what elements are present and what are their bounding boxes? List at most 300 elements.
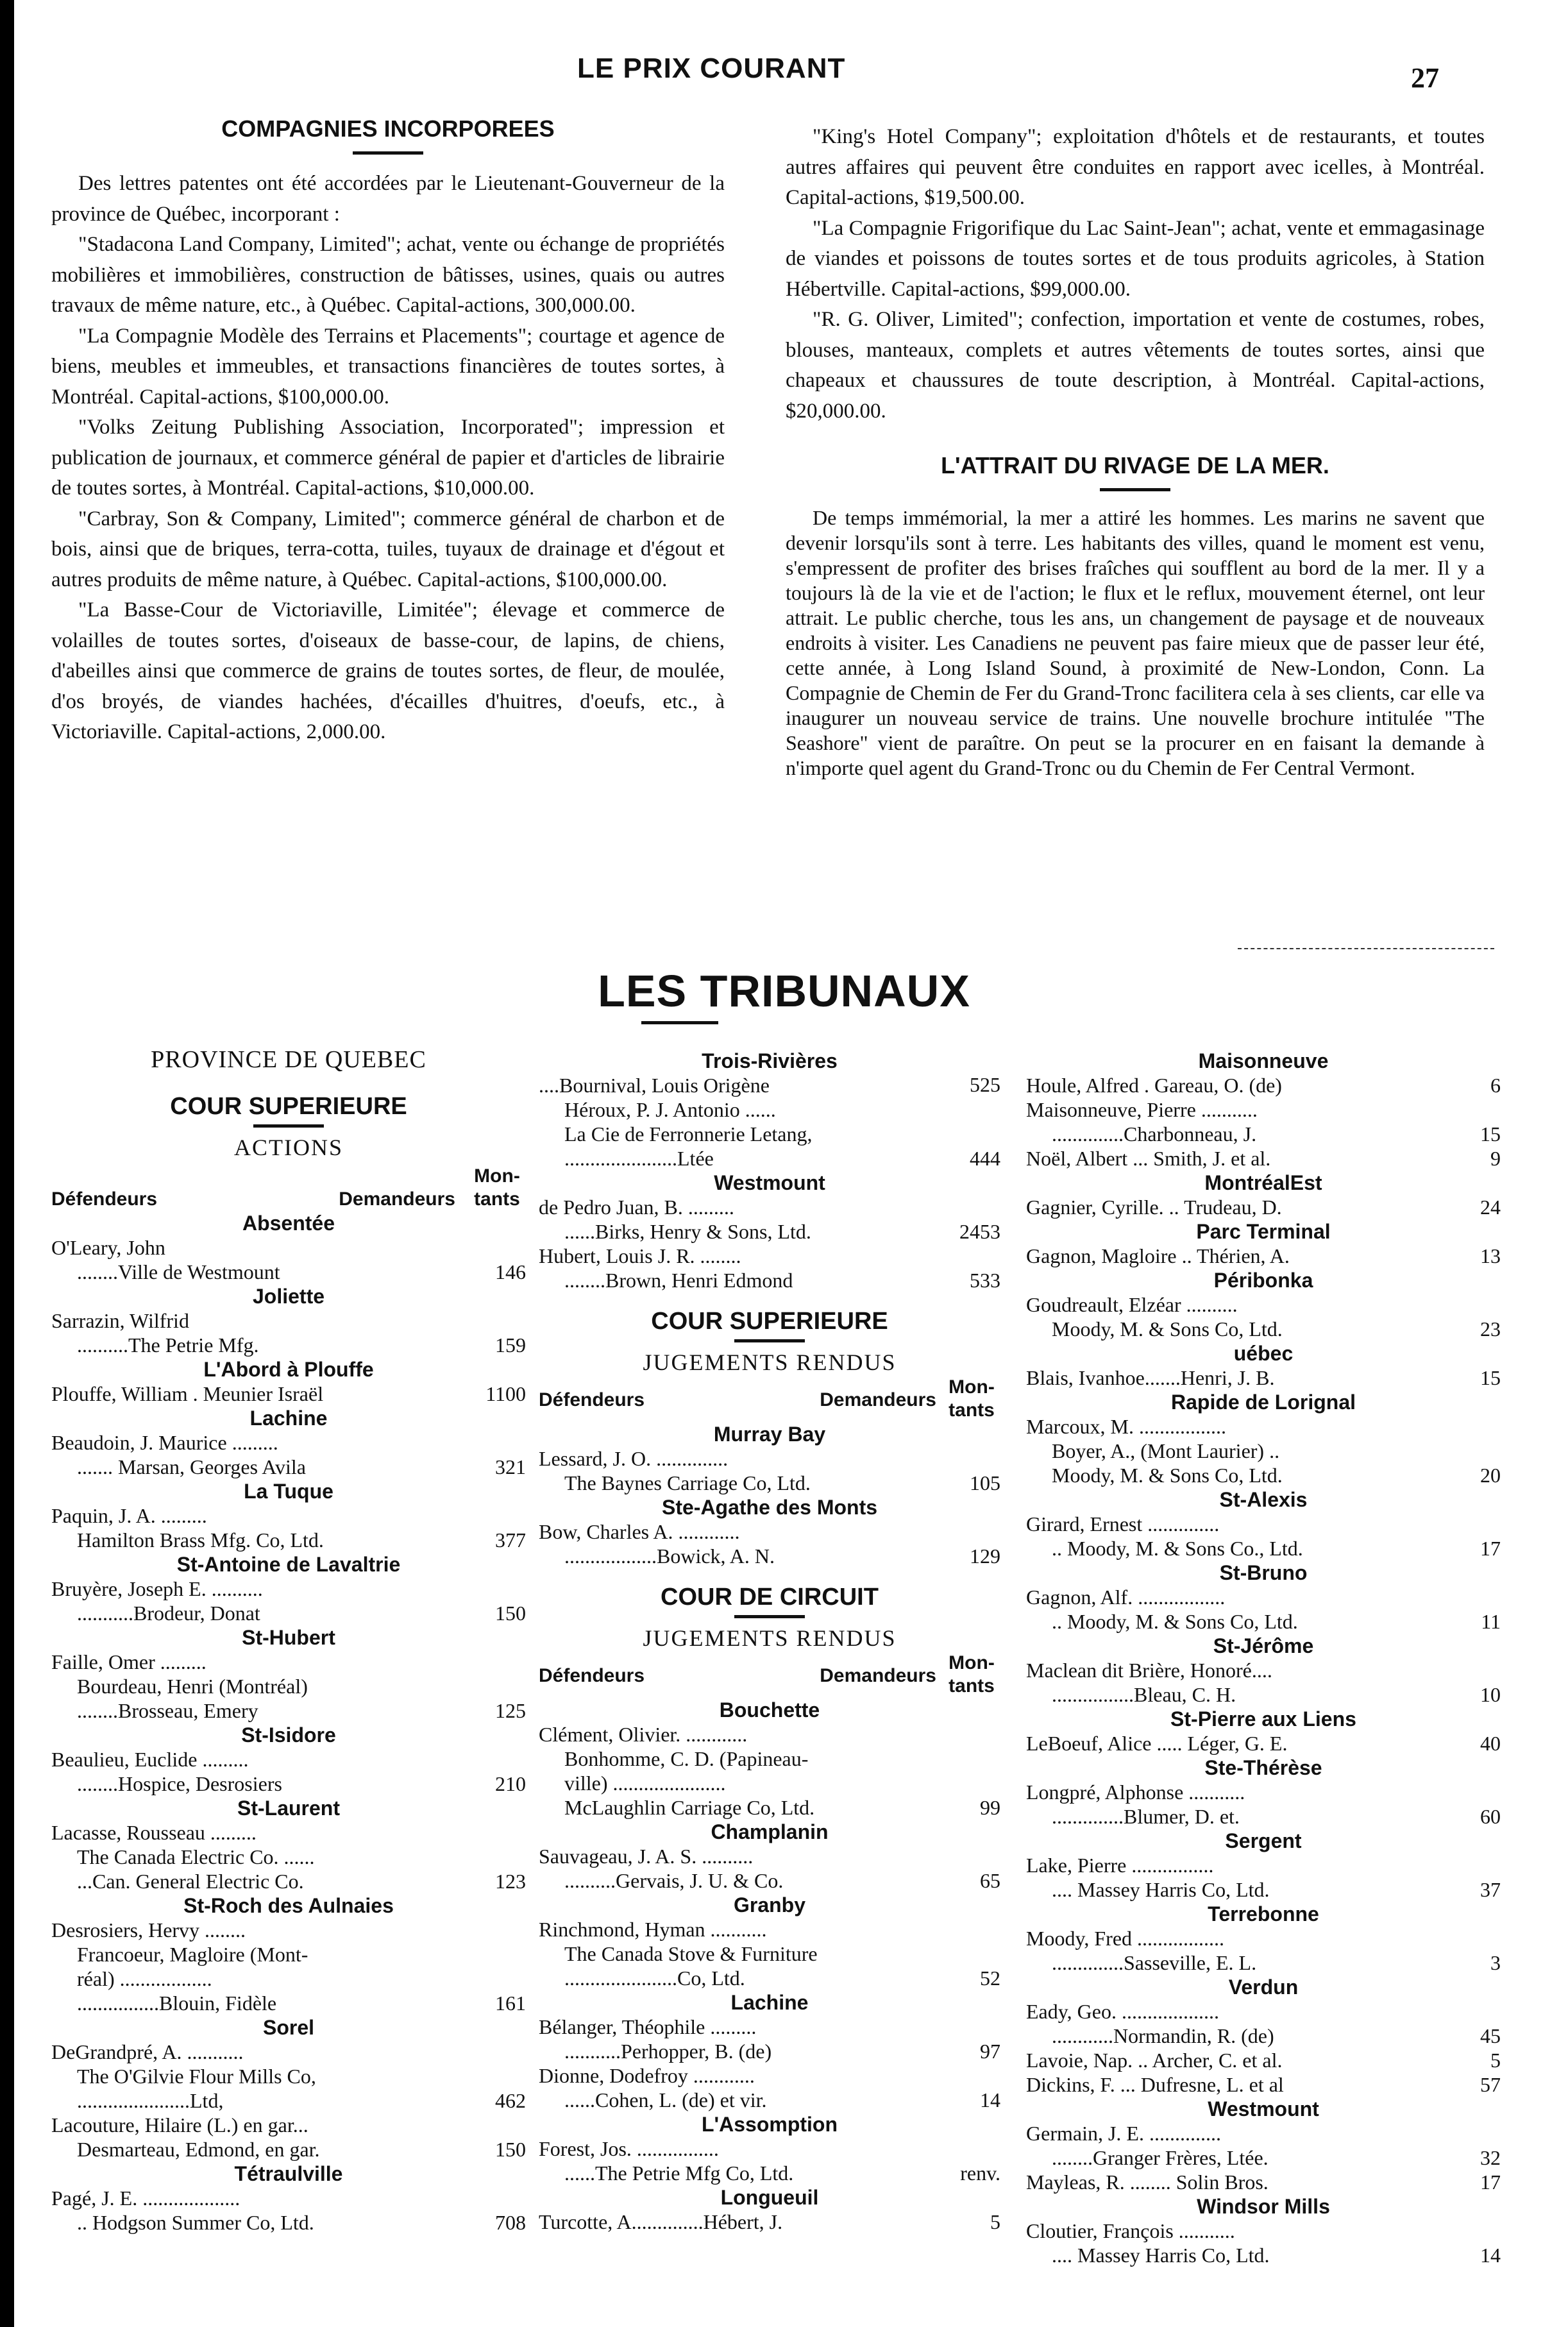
tribunaux-col-3 (1026, 1049, 1501, 2267)
company-paragraph: "R. G. Oliver, Limited"; confection, importation et vente de costumes, robes, blouses, manteaux, complets et autres vêtements de toutes sortes, ainsi que chapeaux et chaussures de toute description, à Montréal. Capital-actions, $20,000.00. (786, 308, 1485, 423)
case-entry (51, 2186, 526, 2235)
case-amount: 210 (495, 1772, 526, 1795)
case-line: .... Massey Harris Co, Ltd. (1052, 2244, 1270, 2267)
case-line: réal) .................. (77, 1967, 212, 1990)
case-line: Sarrazin, Wilfrid (51, 1309, 189, 1332)
case-line: .. Moody, M. & Sons Co, Ltd. (1052, 1610, 1298, 1633)
case-line: ......Cohen, L. (de) et vir. (564, 2088, 767, 2111)
case-line: Longpré, Alphonse ........... (1026, 1781, 1245, 1804)
case-lines (1026, 1292, 1456, 1341)
case-entry (1026, 1999, 1501, 2048)
case-entry (1026, 1292, 1501, 1341)
case-line: Maclean dit Brière, Honoré.... (1026, 1659, 1272, 1682)
case-line: Francoeur, Magloire (Mont- (77, 1943, 308, 1966)
case-line: Gagnier, Cyrille. .. Trudeau, D. (1026, 1196, 1282, 1219)
case-entry (1026, 1780, 1501, 1829)
case-lines (539, 1195, 956, 1244)
case-line: ..........The Petrie Mfg. (77, 1333, 259, 1357)
case-amount: 23 (1480, 1317, 1501, 1341)
case-line: The Canada Electric Co. ...... (77, 1845, 315, 1868)
case-amount: 99 (980, 1796, 1000, 1819)
location-heading: Westmount (1208, 2097, 1319, 2120)
header-demandeurs: Demandeurs (339, 1189, 455, 1210)
case-entry (1026, 1658, 1501, 1707)
case-line: ......................Ltd, (77, 2089, 224, 2112)
case-line: Pagé, J. E. ................... (51, 2187, 240, 2210)
case-line: ...Can. General Electric Co. (77, 1870, 304, 1893)
case-entry (1026, 1731, 1501, 1756)
case-lines (1026, 2170, 1456, 2194)
company-paragraph: "La Compagnie Frigorifique du Lac Saint-Jean"; achat, vente et emmagasinage de viandes et poissons de toutes sortes et de tous produits agricoles, à Station Hébertville. Capital-actions, $99,000.00. (786, 216, 1485, 301)
case-entry (51, 1747, 526, 1796)
case-entry (1026, 1097, 1501, 1146)
case-lines (51, 1430, 481, 1479)
case-line: ..............Blumer, D. et. (1052, 1805, 1240, 1828)
case-amount: 37 (1480, 1878, 1501, 1901)
case-entry (539, 1844, 1000, 1893)
header-demandeurs: Demandeurs (820, 1389, 936, 1410)
case-lines (51, 1503, 481, 1552)
case-line: Bourdeau, Henri (Montréal) (77, 1675, 308, 1698)
case-lines (1026, 1512, 1456, 1561)
case-amount: 15 (1480, 1122, 1501, 1146)
location-heading: Champlanin (711, 1820, 829, 1843)
case-amount: 525 (970, 1073, 1000, 1096)
location-heading: St-Roch des Aulnaies (183, 1894, 394, 1917)
case-line: Dickins, F. ... Dufresne, L. et al (1026, 2073, 1284, 2096)
running-header: LE PRIX COURANT (577, 53, 846, 84)
case-line: ..................Bowick, A. N. (564, 1544, 775, 1568)
company-paragraph: "Carbray, Son & Company, Limited"; commerce général de charbon et de bois, ainsi que de briques, terra-cotta, tuiles, tuyaux de drainage et d'égout et autres produits de même nature, à Québec. Capital-actions, $100,000.00. (51, 507, 725, 591)
location-heading: Verdun (1228, 1976, 1299, 1999)
case-lines (539, 1917, 956, 1990)
case-amount: 52 (980, 1967, 1000, 1990)
case-amount: 57 (1480, 2073, 1501, 2096)
case-entry (1026, 2170, 1501, 2194)
case-line: Germain, J. E. .............. (1026, 2122, 1221, 2145)
case-line: The Baynes Carriage Co, Ltd. (564, 1471, 811, 1494)
case-line: ville) ...................... (564, 1772, 726, 1795)
case-line: .... Massey Harris Co, Ltd. (1052, 1878, 1270, 1901)
case-line: Mayleas, R. ........ Solin Bros. (1026, 2170, 1269, 2194)
case-lines (1026, 2121, 1456, 2170)
location-heading: uébec (1233, 1342, 1294, 1365)
case-lines (539, 1446, 956, 1495)
case-lines (1026, 1097, 1456, 1146)
case-entry (1026, 1073, 1501, 1097)
case-line: ......................Ltée (564, 1147, 714, 1170)
company-paragraph: "La Basse-Cour de Victoriaville, Limitée"; élevage et commerce de volailles de toutes sortes, d'oiseaux de basse-cour, de lapins, de chiens, d'abeilles ainsi que commerce de grains de toutes sortes, de fleur, de moulée, d'os broyés, de viandes hachées, d'écailles d'huitres, d'oeufs, etc., à Victoriaville. Capital-actions, 2,000.00. (51, 598, 725, 743)
case-entry (539, 2015, 1000, 2063)
case-line: ..............Sasseville, E. L. (1052, 1951, 1257, 1974)
case-amount: 161 (495, 1992, 526, 2015)
location-heading: Longueuil (720, 2186, 819, 2209)
case-amount: 321 (495, 1455, 526, 1478)
case-line: Lessard, J. O. .............. (539, 1447, 729, 1470)
case-line: Desrosiers, Hervy ........ (51, 1918, 246, 1942)
case-entry (1026, 1244, 1501, 1268)
case-line: Rinchmond, Hyman ........... (539, 1918, 767, 1941)
jugements-heading: JUGEMENTS RENDUS (643, 1350, 897, 1375)
actions-heading: ACTIONS (233, 1135, 343, 1160)
case-line: Forest, Jos. ................ (539, 2137, 719, 2160)
case-line: ......................Co, Ltd. (564, 1967, 745, 1990)
case-line: ....... Marsan, Georges Avila (77, 1455, 306, 1478)
case-amount: 1100 (485, 1382, 526, 1405)
attrait-text: De temps immémorial, la mer a attiré les hommes. Les marins ne savent que devenir lorsqu'ils sont à terre. Les habitants des villes, quand le moment est venu, s'empressent de profiter des brises fraîches qui soufflent au bord de la mer. Il y a toujours là de la vie et de l'action; le flux et le reflux, mouvement éternel, ont leur attrait. Le public cherche, tous les ans, un changement de paysage et de nouveaux endroits à visiter. Les Canadiens ne peuvent pas faire mieux que de passer leur été, cette année, à Long Island Sound, à proximité de New-London, Conn. La Compagnie de Chemin de Fer du Grand-Tronc facilitera cela à ses clients, car elle va inaugurer un nouveau service de trains. Une nouvelle brochure intitulée "The Seashore" vient de paraître. On peut se la procurer en en faisant la demande à n'importe quel agent du Grand-Tronc ou du Chemin de Fer Central Vermont. (786, 506, 1485, 779)
tribunaux-col-2 (539, 1049, 1000, 2234)
case-line: de Pedro Juan, B. ......... (539, 1196, 734, 1219)
case-lines (539, 1519, 956, 1568)
case-line: Lavoie, Nap. .. Archer, C. et al. (1026, 2049, 1283, 2072)
location-heading: Sergent (1225, 1829, 1302, 1852)
case-entry (539, 1195, 1000, 1244)
case-lines (1026, 1585, 1456, 1634)
case-entry (1026, 2072, 1501, 2097)
case-line: La Cie de Ferronnerie Letang, (564, 1122, 813, 1146)
case-amount: 15 (1480, 1366, 1501, 1389)
location-heading: Maisonneuve (1198, 1049, 1329, 1072)
case-line: Maisonneuve, Pierre ........... (1026, 1098, 1258, 1121)
case-lines (1026, 2048, 1456, 2072)
case-line: Paquin, J. A. ......... (51, 1504, 207, 1527)
case-entry (1026, 1585, 1501, 1634)
case-line: ........Brosseau, Emery (77, 1699, 258, 1722)
location-heading: La Tuque (244, 1480, 333, 1503)
company-paragraph: Des lettres patentes ont été accordées par le Lieutenant-Gouverneur de la province de Québec, incorporant : (51, 172, 725, 226)
case-entry (51, 1918, 526, 2015)
case-lines (539, 1844, 956, 1893)
case-amount: 14 (1480, 2244, 1501, 2267)
case-line: Plouffe, William . Meunier Israël (51, 1382, 324, 1405)
case-amount: 14 (980, 2088, 1000, 2111)
heading-rule (253, 1124, 324, 1128)
case-lines (539, 1722, 956, 1820)
case-entry (51, 1235, 526, 1284)
case-entry (51, 1308, 526, 1357)
case-lines (51, 1382, 481, 1406)
case-lines (1026, 2072, 1456, 2097)
case-lines (1026, 1658, 1456, 1707)
case-entry (1026, 1414, 1501, 1487)
case-amount: 97 (980, 2040, 1000, 2063)
case-line: .. Hodgson Summer Co, Ltd. (77, 2211, 314, 2234)
case-entry (1026, 2219, 1501, 2267)
header-montants: Mon- tants (474, 1165, 520, 1210)
case-amount: 3 (1490, 1951, 1501, 1974)
company-paragraph: "King's Hotel Company"; exploitation d'hôtels et de restaurants, et toutes autres affaires qui peuvent être conduites en rapport avec icelles, à Montréal. Capital-actions, $19,500.00. (786, 125, 1485, 209)
case-entry (1026, 1366, 1501, 1390)
location-heading: Ste-Agathe des Monts (661, 1496, 878, 1519)
case-lines (1026, 1073, 1456, 1097)
case-lines (1026, 1366, 1456, 1390)
location-heading: Joliette (252, 1285, 325, 1308)
case-line: Sauvageau, J. A. S. .......... (539, 1845, 754, 1868)
case-entry (51, 1503, 526, 1552)
case-amount: 11 (1481, 1610, 1501, 1633)
case-line: McLaughlin Carriage Co, Ltd. (564, 1796, 815, 1819)
compagnies-column (51, 115, 725, 748)
page-number: 27 (1411, 62, 1439, 94)
case-amount: 533 (970, 1269, 1000, 1292)
case-line: Hubert, Louis J. R. ........ (539, 1244, 741, 1267)
location-heading: St-Jérôme (1213, 1634, 1314, 1657)
case-line: Lacasse, Rousseau ......... (51, 1821, 257, 1844)
compagnies-title: COMPAGNIES INCORPOREES (221, 115, 555, 142)
case-line: The O'Gilvie Flour Mills Co, (77, 2065, 316, 2088)
column-headers (539, 1376, 1000, 1422)
heading-rule (734, 1339, 805, 1342)
case-line: Cloutier, François ........... (1026, 2219, 1235, 2242)
case-entry (1026, 1512, 1501, 1561)
case-line: ...........Brodeur, Donat (77, 1602, 260, 1625)
case-line: ................Bleau, C. H. (1052, 1683, 1236, 1706)
case-amount: 150 (495, 1602, 526, 1625)
case-line: Gagnon, Alf. ................. (1026, 1586, 1226, 1609)
title-rule (641, 1021, 718, 1024)
case-lines (1026, 2219, 1456, 2267)
case-amount: 105 (970, 1471, 1000, 1494)
case-line: Goudreault, Elzéar .......... (1026, 1293, 1238, 1316)
case-line: The Canada Stove & Furniture (564, 1942, 818, 1965)
case-entry (51, 1820, 526, 1893)
case-line: Eady, Geo. ................... (1026, 2000, 1219, 2023)
company-paragraph: "La Compagnie Modèle des Terrains et Placements"; courtage et agence de biens, meubles et immeubles, et transactions financières de toutes sortes, à Montréal. Capital-actions, $100,000.00. (51, 324, 725, 409)
jugements-heading: JUGEMENTS RENDUS (643, 1625, 897, 1651)
case-entry (51, 1382, 526, 1406)
heading-rule (734, 1615, 805, 1618)
case-entry (1026, 2121, 1501, 2170)
location-heading: Terrebonne (1208, 1902, 1319, 1925)
location-heading: L'Abord à Plouffe (203, 1358, 374, 1381)
case-lines (51, 2113, 481, 2162)
case-amount: 5 (990, 2210, 1000, 2233)
tribunaux-title: LES TRIBUNAUX (598, 966, 970, 1016)
case-line: Bow, Charles A. ............ (539, 1520, 740, 1543)
case-amount: 17 (1480, 2170, 1501, 2194)
case-entry (1026, 2048, 1501, 2072)
court-heading: COUR SUPERIEURE (651, 1308, 888, 1335)
location-heading: Westmount (714, 1171, 825, 1194)
case-entry (51, 1577, 526, 1625)
location-heading: MontréalEst (1204, 1171, 1322, 1194)
case-amount: 40 (1480, 1732, 1501, 1755)
case-line: Moody, M. & Sons Co, Ltd. (1052, 1317, 1283, 1341)
company-paragraph: "Volks Zeitung Publishing Association, Incorporated"; impression et publication de journaux, et commerce général de papier et d'articles de librairie de toutes sortes, à Montréal. Capital-actions, $10,000.00. (51, 416, 725, 500)
column-headers (51, 1165, 526, 1211)
case-lines (1026, 1926, 1456, 1975)
location-heading: Trois-Rivières (702, 1049, 838, 1072)
case-amount: 10 (1480, 1683, 1501, 1706)
case-line: ............Normandin, R. (de) (1052, 2024, 1274, 2047)
case-line: Boyer, A., (Mont Laurier) .. (1052, 1439, 1280, 1462)
case-amount: 444 (970, 1147, 1000, 1170)
case-lines (51, 1747, 481, 1796)
location-heading: St-Hubert (242, 1626, 335, 1649)
case-lines (539, 2210, 956, 2234)
case-line: ......The Petrie Mfg Co, Ltd. (564, 2162, 794, 2185)
column-headers (539, 1652, 1000, 1698)
case-line: Faille, Omer ......... (51, 1650, 207, 1673)
location-heading: Tétraulville (234, 2162, 343, 2185)
case-line: ................Blouin, Fidèle (77, 1992, 277, 2015)
location-heading: Absentée (242, 1212, 335, 1235)
court-heading: COUR DE CIRCUIT (661, 1584, 879, 1611)
case-line: Hamilton Brass Mfg. Co, Ltd. (77, 1528, 324, 1552)
case-amount: 377 (495, 1528, 526, 1552)
case-lines (1026, 1780, 1456, 1829)
case-lines (539, 2137, 956, 2185)
case-amount: 45 (1480, 2024, 1501, 2047)
case-lines (539, 1244, 956, 1292)
location-heading: St-Antoine de Lavaltrie (176, 1553, 401, 1576)
title-rule (1100, 488, 1170, 491)
location-heading: St-Bruno (1219, 1561, 1308, 1584)
case-amount: 17 (1480, 1537, 1501, 1560)
case-line: Clément, Olivier. ............ (539, 1723, 748, 1746)
case-lines (1026, 1244, 1456, 1268)
page-spine-edge (0, 0, 14, 2327)
header-demandeurs: Demandeurs (820, 1665, 936, 1686)
case-amount: 462 (495, 2089, 526, 2112)
case-line: Gagnon, Magloire .. Thérien, A. (1026, 1244, 1290, 1267)
case-entry (539, 1446, 1000, 1495)
case-line: Blais, Ivanhoe.......Henri, J. B. (1026, 1366, 1275, 1389)
case-entry (51, 2040, 526, 2113)
case-lines (1026, 1731, 1456, 1756)
case-line: Bélanger, Théophile ......... (539, 2015, 757, 2038)
case-line: Bonhomme, C. D. (Papineau- (564, 1747, 809, 1770)
case-line: ........Granger Frères, Ltée. (1052, 2146, 1269, 2169)
case-amount: 6 (1490, 1074, 1501, 1097)
case-entry (1026, 1195, 1501, 1219)
decorative-dash-rule (1238, 948, 1494, 951)
case-lines (51, 1820, 481, 1893)
location-heading: Granby (733, 1893, 806, 1917)
case-line: ..........Gervais, J. U. & Co. (564, 1869, 784, 1892)
case-amount: 123 (495, 1870, 526, 1893)
case-amount: 65 (980, 1869, 1000, 1892)
case-amount: 129 (970, 1544, 1000, 1568)
case-amount: 20 (1480, 1464, 1501, 1487)
location-heading: Lachine (249, 1407, 328, 1430)
case-amount: renv. (960, 2162, 1000, 2185)
header-defendeurs: Défendeurs (539, 1665, 645, 1686)
case-entry (539, 1722, 1000, 1820)
location-heading: St-Pierre aux Liens (1170, 1707, 1356, 1730)
case-lines (51, 1918, 481, 2015)
case-amount: 60 (1480, 1805, 1501, 1828)
location-heading: Rapide de Lorignal (1170, 1391, 1356, 1414)
location-heading: St-Isidore (241, 1723, 336, 1747)
location-heading: Sorel (262, 2016, 315, 2039)
case-lines (539, 2015, 956, 2063)
location-heading: Murray Bay (713, 1423, 826, 1446)
case-entry (539, 1917, 1000, 1990)
case-line: ........Brown, Henri Edmond (564, 1269, 793, 1292)
case-line: Noël, Albert ... Smith, J. et al. (1026, 1147, 1271, 1170)
header-defendeurs: Défendeurs (539, 1389, 645, 1410)
case-amount: 24 (1480, 1196, 1501, 1219)
case-line: ........Ville de Westmount (77, 1260, 280, 1283)
case-line: O'Leary, John (51, 1236, 165, 1259)
case-line: ...........Perhopper, B. (de) (564, 2040, 772, 2063)
case-lines (51, 1308, 481, 1357)
case-line: Héroux, P. J. Antonio ...... (564, 1098, 776, 1121)
location-heading: St-Laurent (237, 1797, 340, 1820)
case-amount: 13 (1480, 1244, 1501, 1267)
header-montants: Mon- tants (948, 1652, 995, 1697)
case-amount: 125 (495, 1699, 526, 1722)
case-entry (1026, 1926, 1501, 1975)
court-heading: COUR SUPERIEURE (170, 1093, 407, 1120)
case-lines (51, 1650, 481, 1723)
right-top-column (786, 122, 1485, 781)
case-lines (1026, 1195, 1456, 1219)
header-defendeurs: Défendeurs (51, 1189, 158, 1210)
case-line: Bruyère, Joseph E. .......... (51, 1577, 263, 1600)
case-line: Girard, Ernest .............. (1026, 1512, 1220, 1536)
case-entry (1026, 1853, 1501, 1902)
case-line: Beaudoin, J. Maurice ......... (51, 1431, 278, 1454)
case-amount: 150 (495, 2138, 526, 2161)
case-line: Houle, Alfred . Gareau, O. (de) (1026, 1074, 1282, 1097)
case-line: .. Moody, M. & Sons Co., Ltd. (1052, 1537, 1303, 1560)
case-line: Desmarteau, Edmond, en gar. (77, 2138, 320, 2161)
case-line: LeBoeuf, Alice ..... Léger, G. E. (1026, 1732, 1288, 1755)
case-amount: 159 (495, 1333, 526, 1357)
case-line: Moody, Fred ................. (1026, 1927, 1225, 1950)
case-amount: 9 (1490, 1147, 1501, 1170)
header-montants: Mon- tants (948, 1376, 995, 1421)
case-amount: 2453 (959, 1220, 1000, 1243)
case-line: Marcoux, M. ................. (1026, 1415, 1226, 1438)
case-entry (539, 1073, 1000, 1171)
case-amount: 146 (495, 1260, 526, 1283)
location-heading: Bouchette (719, 1698, 820, 1722)
case-lines (51, 2186, 481, 2235)
case-line: ..............Charbonneau, J. (1052, 1122, 1257, 1146)
case-entry (51, 2113, 526, 2162)
case-lines (1026, 1999, 1456, 2048)
case-line: DeGrandpré, A. ........... (51, 2040, 244, 2063)
location-heading: L'Assomption (701, 2113, 838, 2136)
case-entry (1026, 1146, 1501, 1171)
case-entry (51, 1430, 526, 1479)
case-lines (51, 1577, 481, 1625)
attrait-title: L'ATTRAIT DU RIVAGE DE LA MER. (941, 452, 1329, 478)
case-line: ........Hospice, Desrosiers (77, 1772, 282, 1795)
location-heading: Parc Terminal (1196, 1220, 1331, 1243)
case-lines (1026, 1146, 1456, 1171)
case-lines (1026, 1853, 1456, 1902)
case-entry (539, 1519, 1000, 1568)
case-lines (539, 1073, 956, 1171)
location-heading: Lachine (730, 1991, 809, 2014)
case-entry (539, 2063, 1000, 2112)
case-line: Lacouture, Hilaire (L.) en gar... (51, 2113, 308, 2137)
case-lines (51, 1235, 481, 1284)
case-amount: 5 (1490, 2049, 1501, 2072)
case-entry (51, 1650, 526, 1723)
case-line: Moody, M. & Sons Co, Ltd. (1052, 1464, 1283, 1487)
case-entry (539, 2137, 1000, 2185)
location-heading: Ste-Thérèse (1204, 1756, 1322, 1779)
case-entry (539, 1244, 1000, 1292)
tribunaux-col-1 (51, 1045, 526, 2235)
case-lines (539, 2063, 956, 2112)
case-lines (1026, 1414, 1456, 1487)
